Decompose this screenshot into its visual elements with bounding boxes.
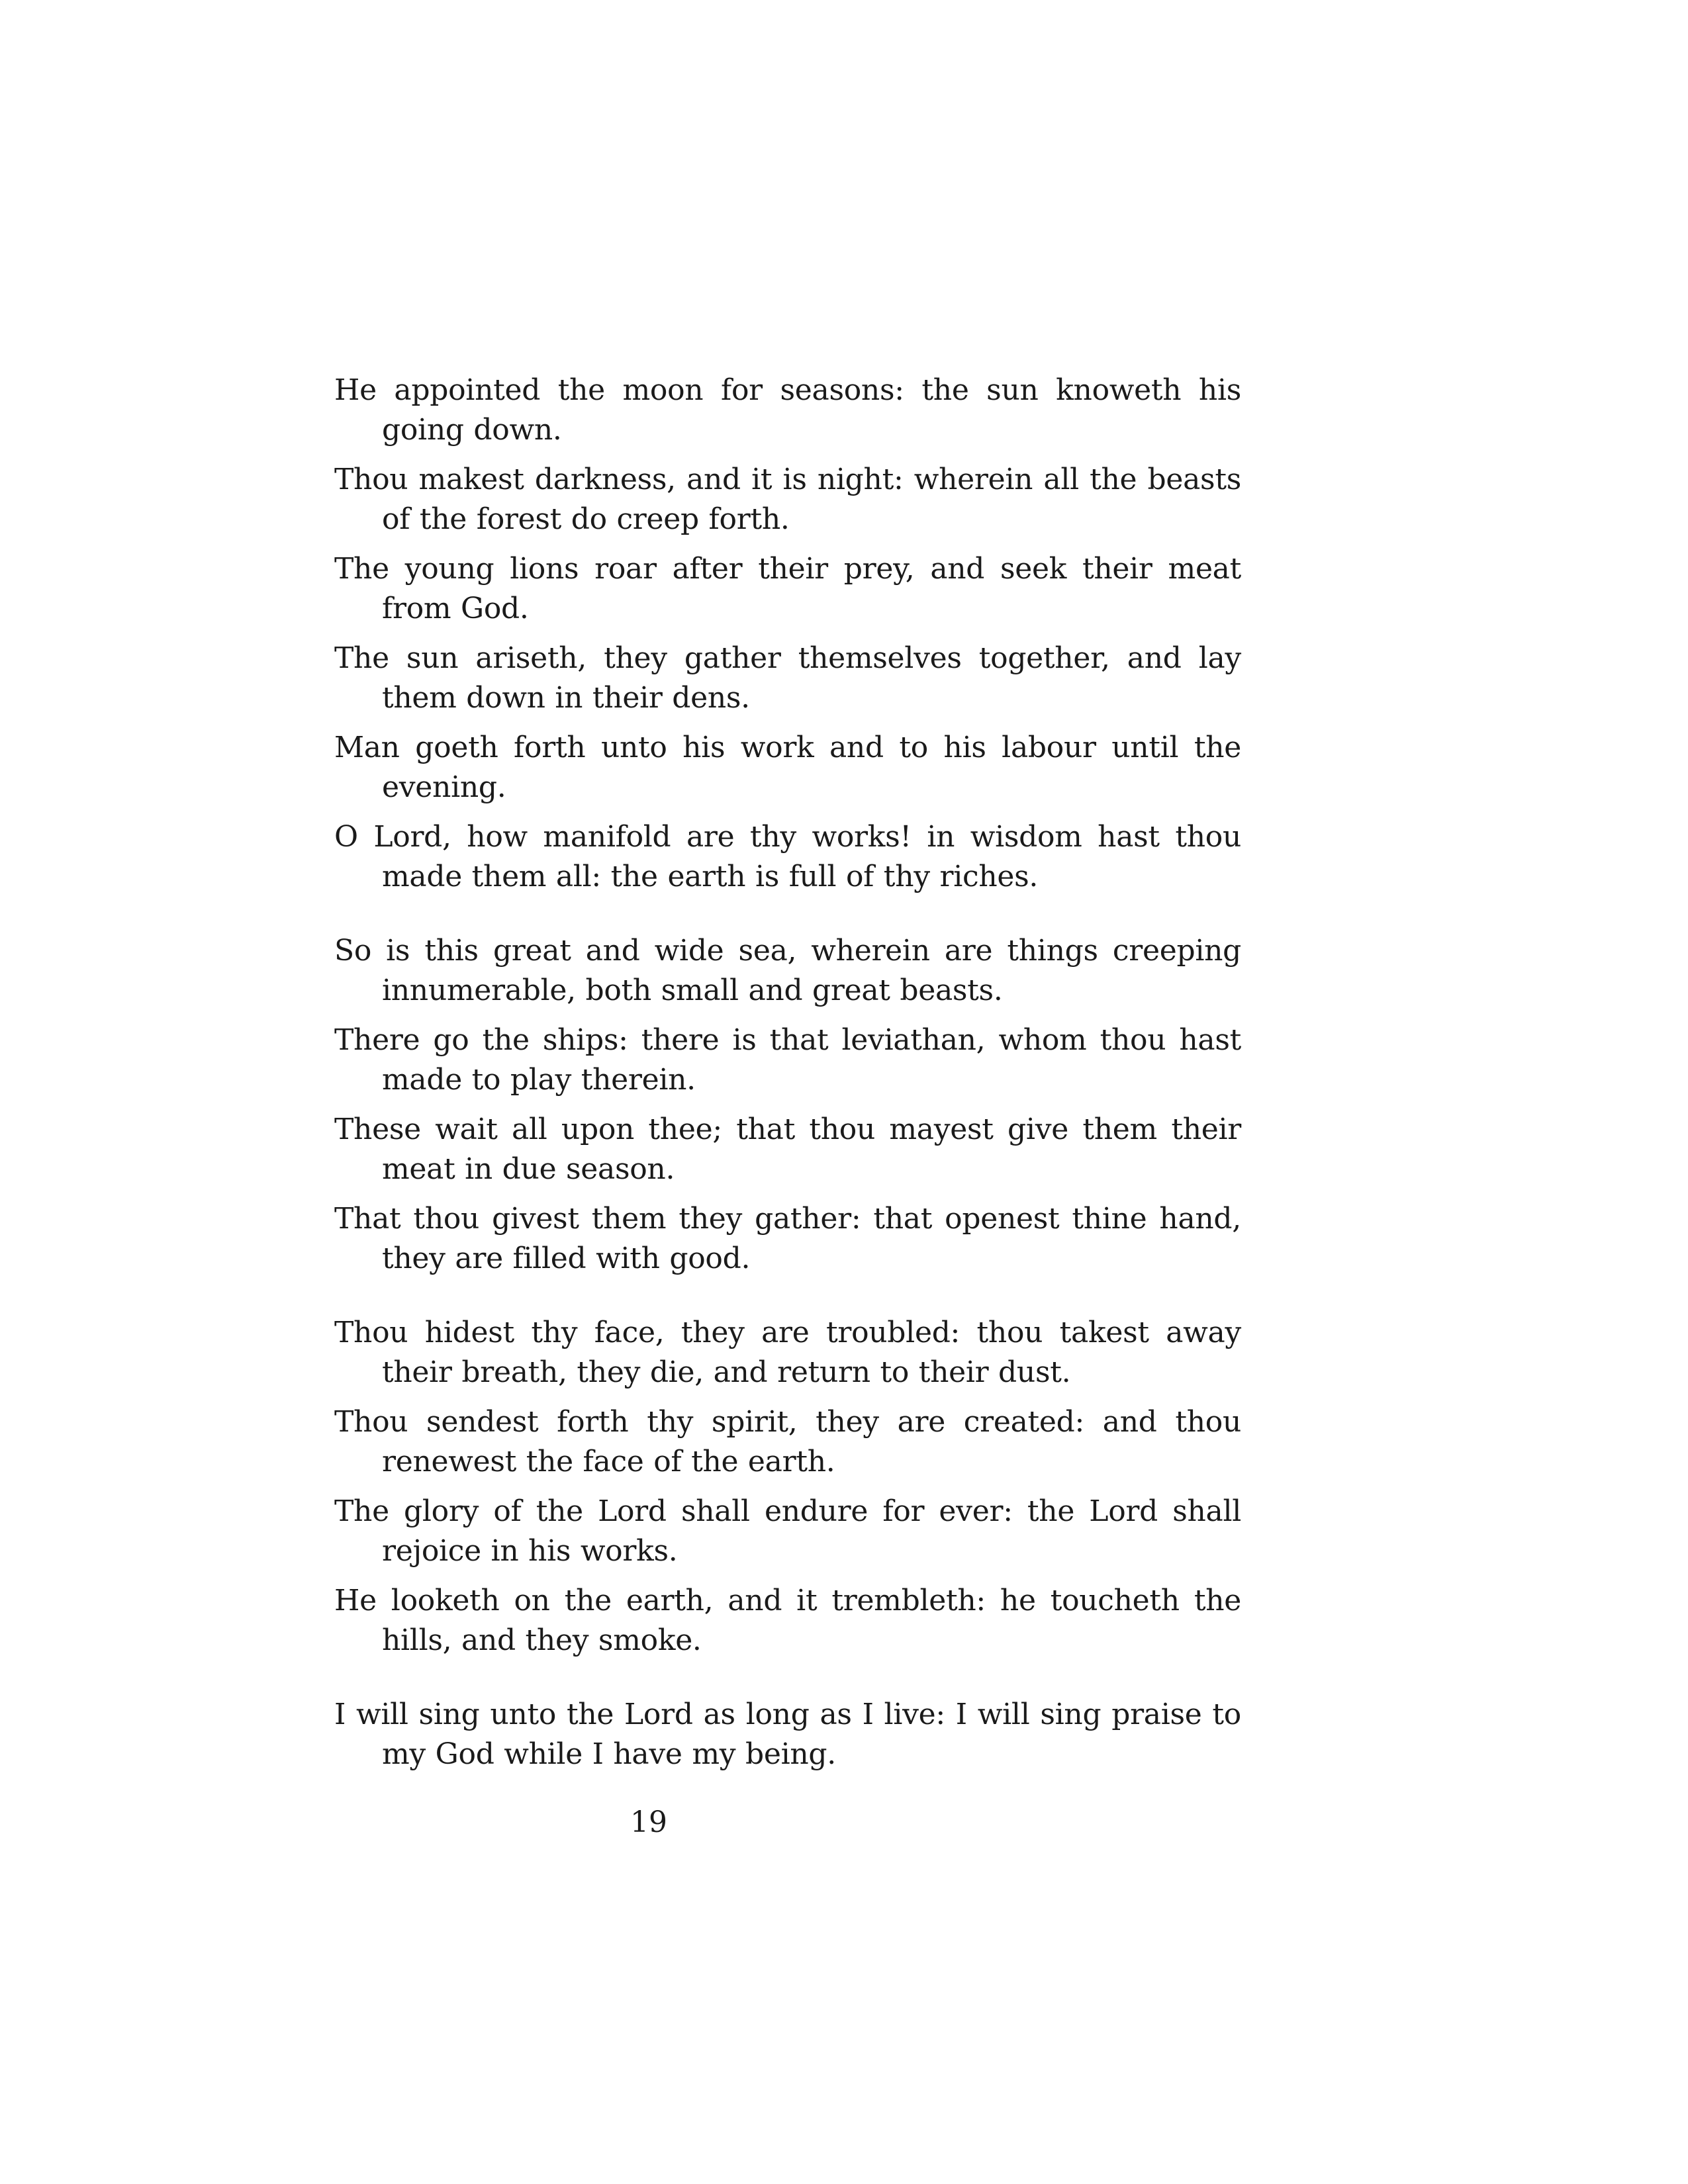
verse: Thou sendest forth thy spirit, they are created: and thou renewest the face of the earth.	[334, 1405, 1241, 1479]
verse: The sun ariseth, they gather themselves together, and lay them down in their dens.	[334, 641, 1241, 715]
verse: Thou hidest thy face, they are troubled: thou takest away their breath, they die, and return to their dust.	[334, 1316, 1241, 1389]
verse: That thou givest them they gather: that openest thine hand, they are filled with good.	[334, 1202, 1241, 1275]
verse-text-block	[334, 371, 1241, 1784]
verse: These wait all upon thee; that thou mayest give them their meat in due season.	[334, 1113, 1241, 1186]
verse: He appointed the moon for seasons: the sun knoweth his going down.	[334, 373, 1241, 447]
verse: There go the ships: there is that leviathan, whom thou hast made to play therein.	[334, 1023, 1241, 1097]
verse: So is this great and wide sea, wherein are things creeping innumerable, both small and great beasts.	[334, 934, 1241, 1007]
verse: O Lord, how manifold are thy works! in wisdom hast thou made them all: the earth is full of thy riches.	[334, 820, 1241, 893]
stanza	[334, 1695, 1241, 1774]
verse: Thou makest darkness, and it is night: wherein all the beasts of the forest do creep forth.	[334, 463, 1241, 536]
verse: Man goeth forth unto his work and to his labour until the evening.	[334, 731, 1241, 804]
stanza	[334, 1313, 1241, 1661]
verse: The glory of the Lord shall endure for ever: the Lord shall rejoice in his works.	[334, 1494, 1241, 1568]
stanza	[334, 371, 1241, 897]
verse: He looketh on the earth, and it trembleth: he toucheth the hills, and they smoke.	[334, 1584, 1241, 1657]
verse: The young lions roar after their prey, and seek their meat from God.	[334, 552, 1241, 625]
page-number: 19	[630, 1805, 667, 1839]
verse: I will sing unto the Lord as long as I live: I will sing praise to my God while I have my being.	[334, 1698, 1241, 1771]
stanza	[334, 931, 1241, 1279]
